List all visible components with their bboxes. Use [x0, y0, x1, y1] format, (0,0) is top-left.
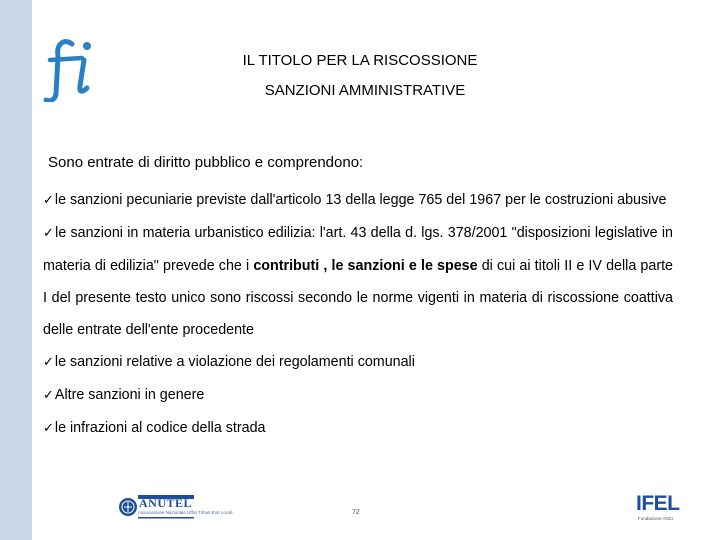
page-title-line1: IL TITOLO PER LA RISCOSSIONE: [242, 52, 478, 69]
page-number: 72: [352, 509, 360, 516]
check-icon: ✓: [43, 193, 54, 208]
bullet-list: [43, 184, 673, 445]
fi-logo-icon: [42, 30, 98, 102]
list-item-text: Altre sanzioni in genere: [54, 387, 205, 403]
list-item: [43, 184, 673, 217]
intro-colon: :: [359, 154, 364, 171]
list-item-text: le sanzioni relative a violazione dei regolamenti comunali: [54, 354, 415, 370]
ifel-logo: IFEL: [636, 492, 680, 515]
check-icon: ✓: [43, 355, 54, 370]
list-item: [43, 346, 673, 379]
ifel-subtitle: Fondazione ANCI: [638, 516, 674, 521]
check-icon: ✓: [43, 421, 54, 436]
anutel-subtitle: Associazione Nazionale Uffici Tributi Enti Locali: [138, 510, 233, 515]
side-band: [0, 0, 32, 540]
list-item-text-before: le sanzioni in materia urbanistico edilizia: l'art. 43 della d. lgs. 378/2001 "disposizioni legislative in materia di edilizia" prevede che i: [43, 225, 673, 274]
check-icon: ✓: [43, 388, 54, 403]
check-icon: ✓: [43, 226, 55, 241]
list-item-text-after: di cui ai titoli II e IV della parte I del presente testo unico sono riscossi secondo le norme vigenti in materia di riscossione coattiva delle entrate dell'ente procedente: [43, 258, 674, 338]
list-item: [43, 217, 673, 346]
list-item: [43, 379, 673, 412]
list-item-bold: contributi , le sanzioni e le spese: [253, 258, 478, 274]
intro-text: [48, 154, 363, 171]
list-item-text: le sanzioni pecuniarie previste dall'articolo 13 della legge 765 del 1967 per le costruzioni abusive: [54, 192, 667, 208]
anutel-name: ANUTEL: [139, 496, 193, 510]
list-item: [43, 412, 673, 445]
intro-main: Sono entrate di diritto pubblico e comprendono: [48, 154, 360, 171]
page-title-line2: SANZIONI AMMINISTRATIVE: [264, 82, 466, 99]
list-item-text: le infrazioni al codice della strada: [54, 420, 266, 436]
